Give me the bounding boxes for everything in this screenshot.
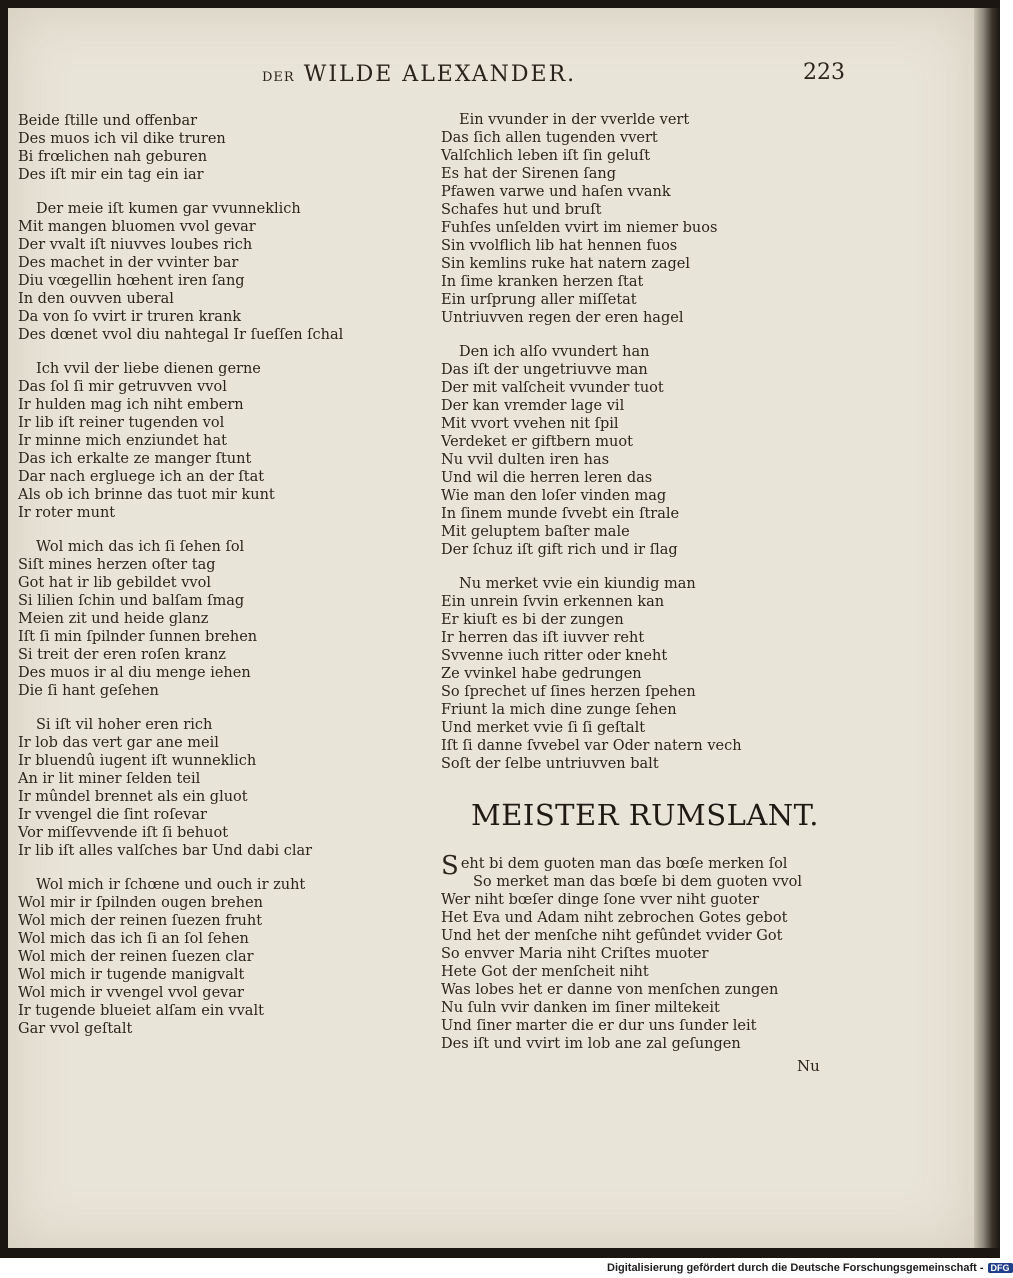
right-poem-column <box>441 111 851 789</box>
verse-line: Wol mich ir ſchœne und ouch ir zuht <box>36 877 306 893</box>
verse-line: Dar nach ergluege ich an der ſtat <box>18 469 265 485</box>
verse-line: Des iſt und vvirt im lob ane zal geſungen <box>441 1036 741 1052</box>
book-spine-shadow <box>974 8 1000 1248</box>
stanza <box>18 538 418 700</box>
verse-line: Nu vvil dulten iren has <box>441 452 610 468</box>
page-number: 223 <box>803 60 845 85</box>
verse-line: Hete Got der menſcheit niht <box>441 964 649 980</box>
first-line-text: eht bi dem guoten man das bœſe merken ſol <box>460 856 788 872</box>
footer-text: Digitalisierung gefördert durch die Deutsche Forschungsgemeinschaft - <box>607 1262 984 1274</box>
verse-line: Es hat der Sirenen ſang <box>441 166 617 182</box>
verse-line: Das ich erkalte ze manger ſtunt <box>18 451 252 467</box>
running-head-prefix: DER <box>262 70 295 85</box>
verse-line: Ir tugende blueiet alſam ein vvalt <box>18 1003 264 1019</box>
verse-line: So envver Maria niht Criſtes muoter <box>441 946 709 962</box>
verse-line: Wol mich das ich ſi an ſol ſehen <box>18 931 249 947</box>
verse-line: Got hat ir lib gebildet vvol <box>18 575 211 591</box>
verse-line: Ir bluendû iugent iſt wunneklich <box>18 753 257 769</box>
verse-line: Wol mich der reinen ſuezen clar <box>18 949 254 965</box>
verse-line: Des dœnet vvol diu nahtegal Ir ſueſſen ſchal <box>18 327 344 343</box>
verse-line: Mit mangen bluomen vvol gevar <box>18 219 256 235</box>
verse-line: Fuhſes unſelden vvirt im niemer buos <box>441 220 718 236</box>
drop-cap: S <box>441 851 459 881</box>
poem-first-line <box>441 851 861 881</box>
verse-line: Das iſt der ungetriuvve man <box>441 362 648 378</box>
verse-line: Si treit der eren roſen kranz <box>18 647 226 663</box>
verse-line: Wie man den loſer vinden mag <box>441 488 667 504</box>
verse-line: Ze vvinkel habe gedrungen <box>441 666 642 682</box>
verse-line: Gar vvol geſtalt <box>18 1021 133 1037</box>
verse-line: Ein urſprung aller miſſetat <box>441 292 637 308</box>
verse-line: Ein vvunder in der vverlde vert <box>459 112 690 128</box>
verse-line: Pfawen varwe und haſen vvank <box>441 184 671 200</box>
verse-line: Ir mûndel brennet als ein gluot <box>18 789 248 805</box>
verse-line: Ein unrein ſvvin erkennen kan <box>441 594 665 610</box>
verse-line: Des muos ir al diu menge iehen <box>18 665 251 681</box>
verse-line: An ir lit miner ſelden teil <box>18 771 201 787</box>
verse-line: Der vvalt iſt niuvves loubes rich <box>18 237 253 253</box>
running-head-title: WILDE ALEXANDER. <box>303 62 577 87</box>
stanza <box>441 575 851 773</box>
verse-line: Ir lib iſt reiner tugenden vol <box>18 415 225 431</box>
verse-line: Und wil die herren leren das <box>441 470 653 486</box>
verse-line: Ich vvil der liebe dienen gerne <box>36 361 261 377</box>
verse-line: Und merket vvie ſi ſi geſtalt <box>441 720 646 736</box>
verse-line: Der meie iſt kumen gar vvunneklich <box>36 201 301 217</box>
stanza <box>18 200 418 344</box>
verse-line: In ſinem munde ſvvebt ein ſtrale <box>441 506 680 522</box>
verse-line: Ir roter munt <box>18 505 116 521</box>
verse-line: Sin kemlins ruke hat natern zagel <box>441 256 691 272</box>
verse-line: Mit geluptem baſter male <box>441 524 630 540</box>
verse-line: Diu vœgellin hœhent iren ſang <box>18 273 245 289</box>
verse-line: Iſt ſi danne ſvvebel var Oder natern vech <box>441 738 742 754</box>
running-head <box>262 62 576 87</box>
verse-line: Ir hulden mag ich niht embern <box>18 397 244 413</box>
verse-line: Und ſiner marter die er dur uns ſunder leit <box>441 1018 757 1034</box>
verse-line: Wol mir ir ſpilnden ougen brehen <box>18 895 264 911</box>
verse-line: Beide ſtille und offenbar <box>18 113 198 129</box>
verse-line: Verdeket er giftbern muot <box>441 434 633 450</box>
stanza <box>441 343 851 559</box>
verse-line: Ir vvengel die ſint roſevar <box>18 807 207 823</box>
verse-line: Valſchlich leben iſt ſin geluſt <box>441 148 651 164</box>
verse-line: Ir herren das iſt iuvver reht <box>441 630 645 646</box>
verse-line: Schafes hut und bruſt <box>441 202 602 218</box>
verse-line: Iſt ſi min ſpilnder ſunnen brehen <box>18 629 258 645</box>
verse-line: Des iſt mir ein tag ein iar <box>18 167 204 183</box>
verse-line: Siſt mines herzen oſter tag <box>18 557 216 573</box>
verse-line: Des muos ich vil dike truren <box>18 131 226 147</box>
verse-line: Si iſt vil hoher eren rich <box>36 717 213 733</box>
verse-line: Wol mich der reinen ſuezen fruht <box>18 913 263 929</box>
footer-credit <box>607 1262 1013 1274</box>
verse-line: Sin vvolflich lib hat hennen fuos <box>441 238 678 254</box>
verse-line: So ſprechet uf ſines herzen ſpehen <box>441 684 696 700</box>
verse-line: Svvenne iuch ritter oder kneht <box>441 648 668 664</box>
verse-line: In ſime kranken herzen ſtat <box>441 274 644 290</box>
catchword: Nu <box>797 1057 820 1075</box>
stanza <box>441 111 851 327</box>
verse-line: Nu ſuln vvir danken im ſiner miltekeit <box>441 1000 720 1016</box>
verse-line: So merket man das bœſe bi dem guoten vvol <box>473 874 803 890</box>
verse-line: Er kiuſt es bi der zungen <box>441 612 624 628</box>
verse-line: Ir lob das vert gar ane meil <box>18 735 219 751</box>
verse-line: Ir lib iſt alles valſches bar Und dabi clar <box>18 843 313 859</box>
rumslant-lines <box>441 873 861 1053</box>
verse-line: Si lilien ſchin und balſam ſmag <box>18 593 245 609</box>
verse-line: Da von ſo vvirt ir truren krank <box>18 309 242 325</box>
verse-line: Als ob ich brinne das tuot mir kunt <box>18 487 275 503</box>
verse-line: Bi frœlichen nah geburen <box>18 149 208 165</box>
stanza <box>18 876 418 1038</box>
rumslant-poem <box>441 851 861 1053</box>
verse-line: Was lobes het er danne von menſchen zungen <box>441 982 779 998</box>
dfg-logo: DFG <box>988 1263 1013 1273</box>
verse-line: Der kan vremder lage vil <box>441 398 625 414</box>
verse-line: Nu merket vvie ein kiundig man <box>459 576 696 592</box>
section-heading: MEISTER RUMSLANT. <box>471 798 819 832</box>
stanza <box>18 112 418 184</box>
stanza <box>18 360 418 522</box>
verse-line: In den ouvven uberal <box>18 291 174 307</box>
left-poem-column <box>18 112 418 1054</box>
verse-line: Der mit valſcheit vvunder tuot <box>441 380 664 396</box>
verse-line: Und het der menſche niht gefûndet vvider Got <box>441 928 783 944</box>
verse-line: Ir minne mich enziundet hat <box>18 433 227 449</box>
stanza <box>18 716 418 860</box>
verse-line: Soſt der ſelbe untriuvven balt <box>441 756 659 772</box>
verse-line: Wol mich ir vvengel vvol gevar <box>18 985 244 1001</box>
verse-line: Het Eva und Adam niht zebrochen Gotes gebot <box>441 910 788 926</box>
verse-line: Das ſol ſi mir getruvven vvol <box>18 379 227 395</box>
verse-line: Meien zit und heide glanz <box>18 611 209 627</box>
verse-line: Vor miſſevvende iſt ſi behuot <box>18 825 229 841</box>
verse-line: Wer niht bœſer dinge ſone vver niht guoter <box>441 892 760 908</box>
verse-line: Wol mich ir tugende manigvalt <box>18 967 245 983</box>
verse-line: Wol mich das ich ſi ſehen ſol <box>36 539 245 555</box>
verse-line: Der ſchuz iſt gift rich und ir ſlag <box>441 542 678 558</box>
verse-line: Den ich alſo vvundert han <box>459 344 650 360</box>
verse-line: Untriuvven regen der eren hagel <box>441 310 684 326</box>
verse-line: Friunt la mich dine zunge ſehen <box>441 702 677 718</box>
verse-line: Das ſich allen tugenden vvert <box>441 130 658 146</box>
verse-line: Mit vvort vvehen nit ſpil <box>441 416 619 432</box>
verse-line: Des machet in der vvinter bar <box>18 255 239 271</box>
verse-line: Die ſi hant geſehen <box>18 683 159 699</box>
